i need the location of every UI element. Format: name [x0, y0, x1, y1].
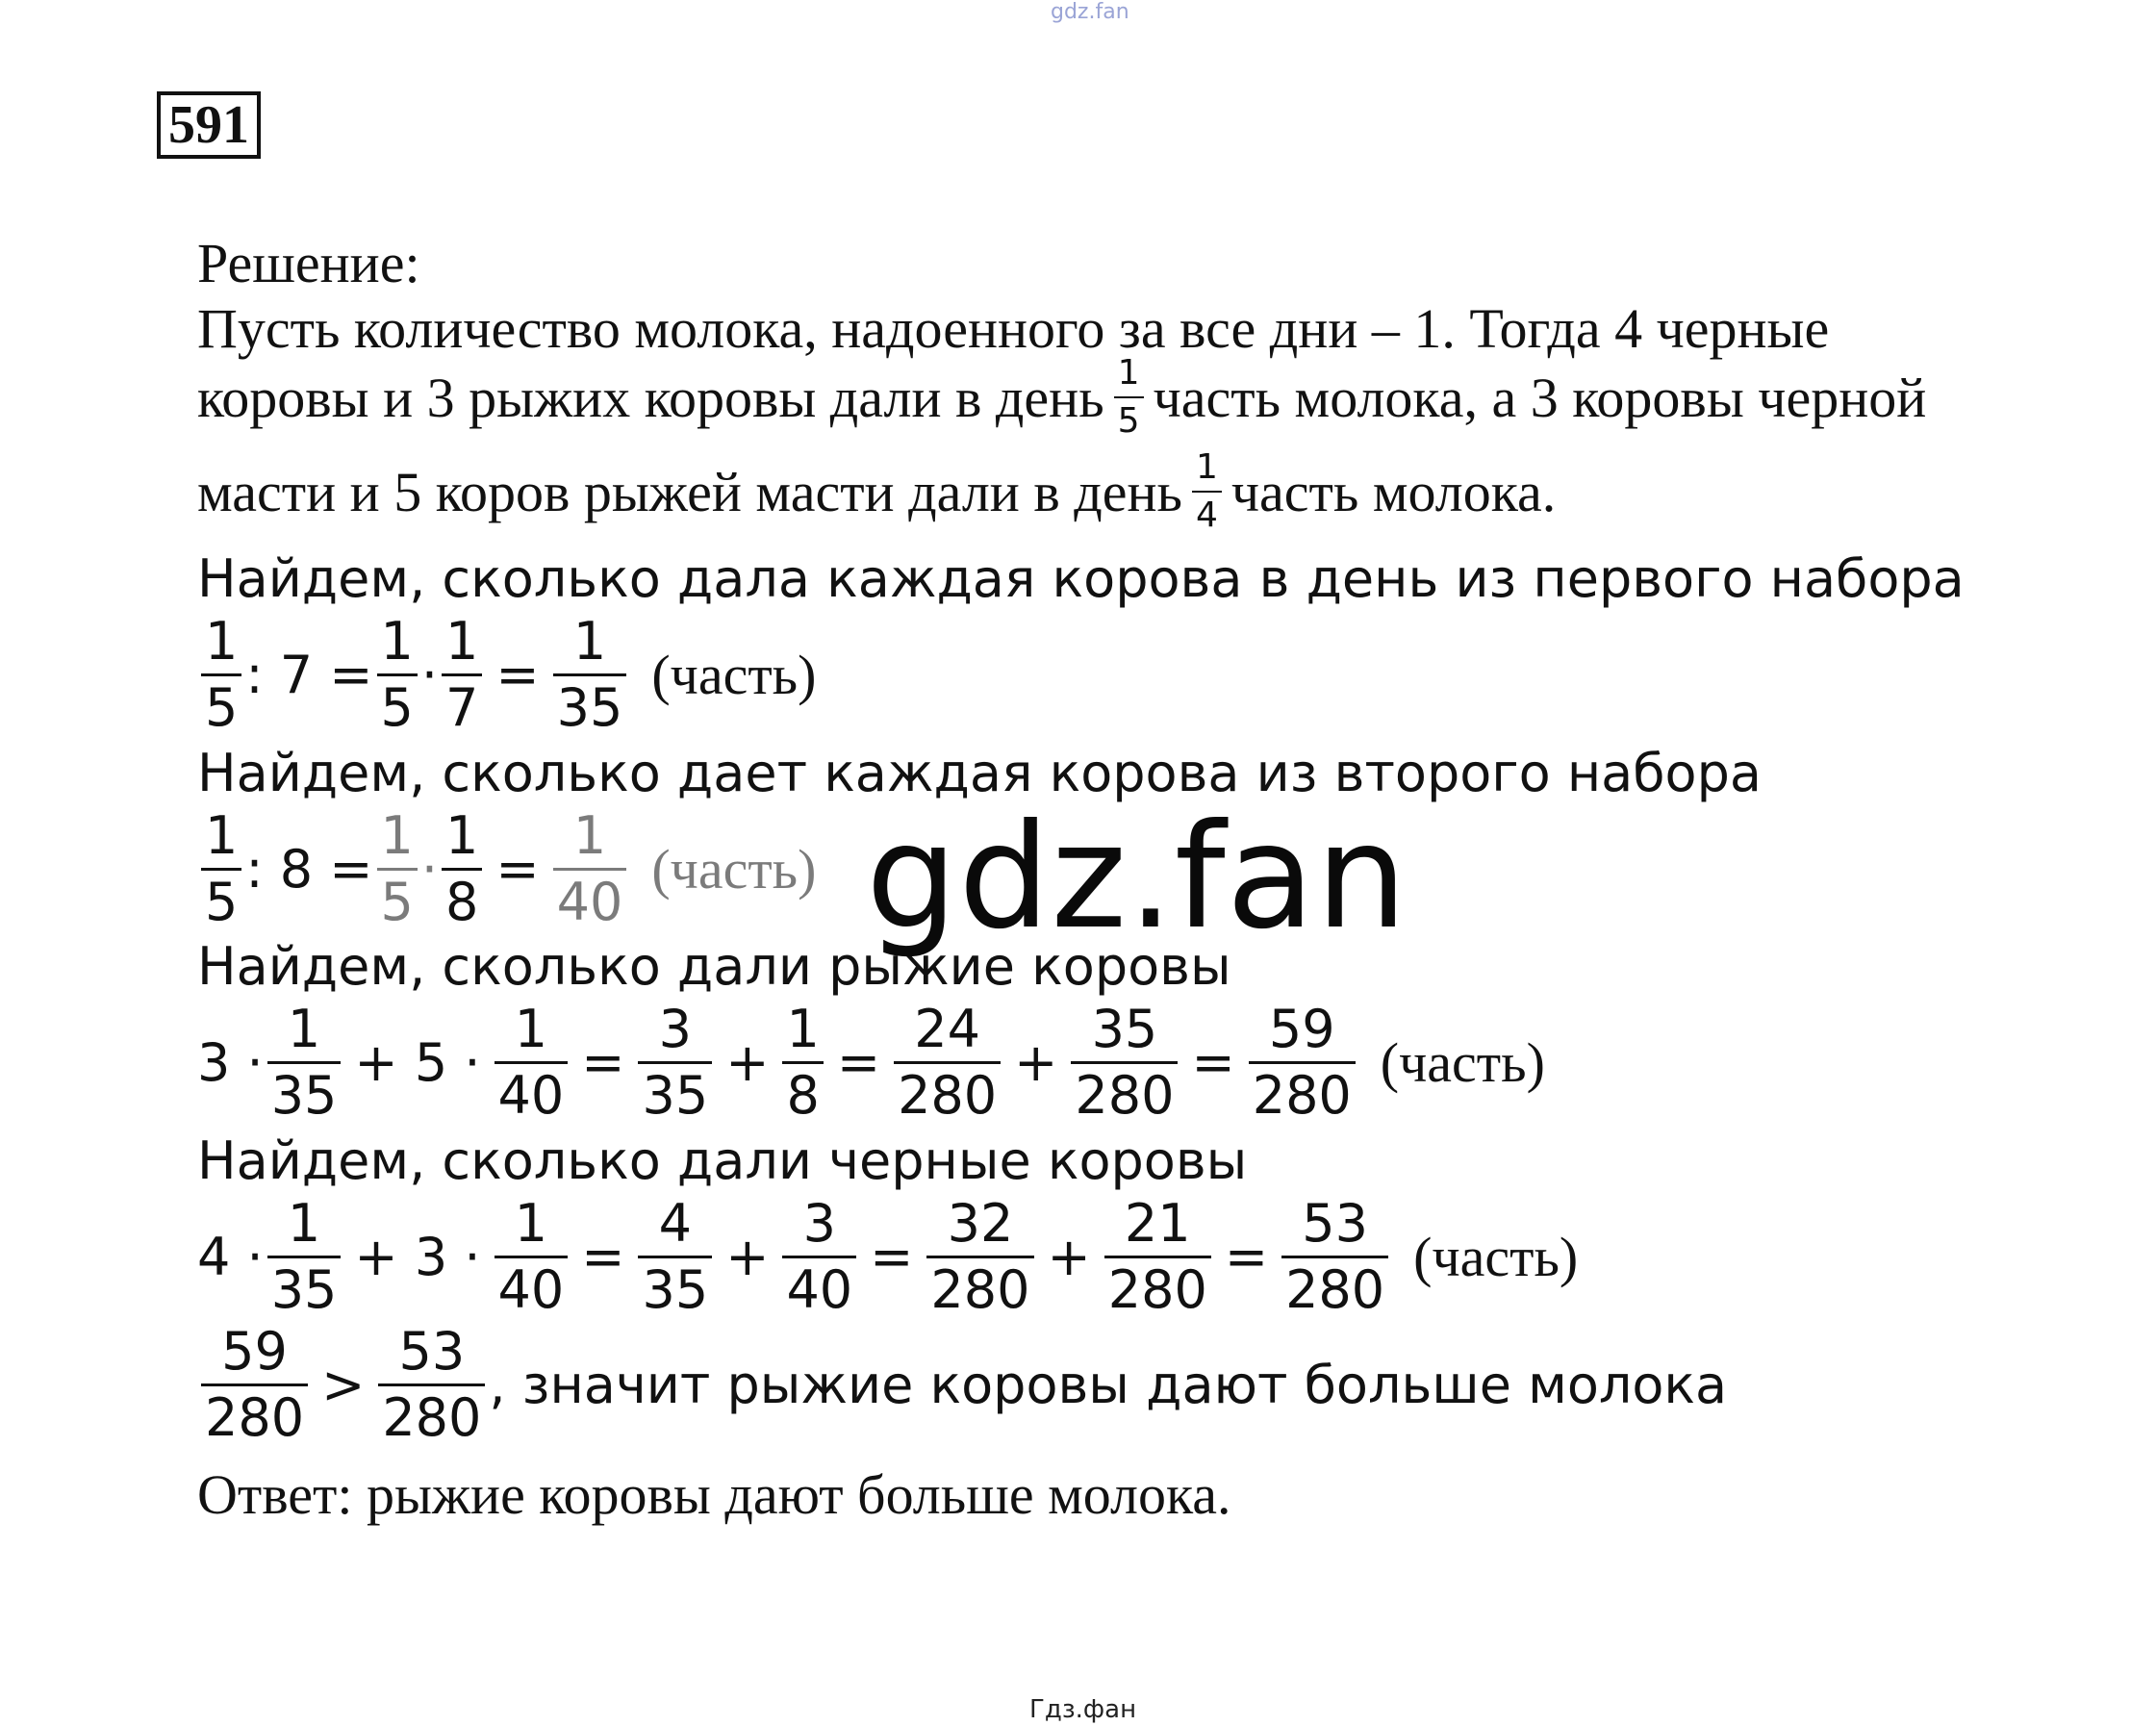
fraction	[1104, 1193, 1211, 1320]
fraction-numerator: 35	[1091, 999, 1158, 1059]
operator: >	[321, 1355, 366, 1415]
comparison-row	[197, 1321, 1728, 1448]
fraction-denominator: 280	[201, 1383, 308, 1444]
fraction-numerator: 59	[1268, 999, 1335, 1059]
operator: =	[1224, 1227, 1269, 1287]
operator: =	[836, 1032, 881, 1093]
fraction	[638, 999, 712, 1126]
fraction	[553, 611, 627, 738]
unit-label: (часть)	[651, 838, 817, 901]
operator: =	[495, 645, 540, 705]
fraction-numerator: 53	[1302, 1193, 1368, 1254]
operator: ·	[420, 839, 439, 900]
step1-equation	[197, 611, 817, 738]
fraction-numerator: 1	[205, 805, 239, 866]
fraction-numerator: 3	[802, 1193, 836, 1254]
operator: : 7 =	[245, 645, 373, 705]
operator: =	[1191, 1032, 1235, 1093]
fraction-denominator: 35	[267, 1256, 342, 1316]
fraction-numerator: 1	[1195, 447, 1218, 487]
fraction	[442, 611, 482, 738]
fraction-denominator: 35	[638, 1256, 712, 1316]
operator: +	[725, 1032, 770, 1093]
fraction	[1249, 999, 1356, 1126]
fraction-numerator: 3	[658, 999, 693, 1059]
intro-line-2	[197, 353, 1927, 441]
step2-heading: Найдем, сколько дает каждая корова из второго набора	[197, 743, 1762, 803]
fraction-numerator: 1	[572, 611, 607, 672]
fraction	[1192, 447, 1222, 535]
step1-heading: Найдем, сколько дала каждая корова в день из первого набора	[197, 548, 1965, 609]
fraction-numerator: 1	[1117, 353, 1140, 393]
fraction-denominator: 280	[1104, 1256, 1211, 1316]
fraction-denominator: 4	[1192, 491, 1222, 533]
fraction-denominator: 5	[377, 673, 418, 734]
operator: =	[581, 1227, 625, 1287]
fraction-denominator: 8	[442, 868, 482, 928]
operator: 3 ·	[197, 1032, 264, 1093]
comparison-text: , значит рыжие коровы дают больше молока	[489, 1355, 1728, 1415]
fraction-numerator: 1	[514, 1193, 548, 1254]
fraction	[894, 999, 1001, 1126]
operator: ·	[420, 645, 439, 705]
fraction	[1281, 1193, 1388, 1320]
intro-line-2-text-a: коровы и 3 рыжих коровы дали в день	[197, 366, 1104, 429]
intro-line-3	[197, 447, 1557, 535]
fraction-denominator: 280	[1071, 1061, 1178, 1122]
fraction	[782, 999, 823, 1126]
fraction	[782, 1193, 856, 1320]
fraction-numerator: 21	[1124, 1193, 1191, 1254]
fraction-numerator: 1	[287, 1193, 321, 1254]
step3-equation	[197, 999, 1545, 1126]
fraction-numerator: 1	[380, 611, 414, 672]
operator: : 8 =	[245, 839, 373, 900]
fraction-numerator: 53	[398, 1321, 466, 1382]
fraction-numerator: 1	[572, 805, 607, 866]
fraction-numerator: 59	[221, 1321, 288, 1382]
fraction-numerator: 1	[445, 611, 479, 672]
fraction-numerator: 1	[380, 805, 414, 866]
fraction-denominator: 8	[782, 1061, 823, 1122]
step4-equation	[197, 1193, 1579, 1320]
intro-line-1: Пусть количество молока, надоенного за все дни – 1. Тогда 4 черные	[197, 297, 1830, 360]
solution-label: Решение:	[197, 232, 420, 294]
fraction-denominator: 280	[378, 1383, 485, 1444]
fraction-numerator: 1	[786, 999, 820, 1059]
fraction-denominator: 280	[1281, 1256, 1388, 1316]
operator: 4 ·	[197, 1227, 264, 1287]
fraction-denominator: 40	[553, 868, 627, 928]
fraction	[377, 805, 418, 932]
fraction	[267, 1193, 342, 1320]
fraction-denominator: 7	[442, 673, 482, 734]
fraction-numerator: 1	[205, 611, 239, 672]
fraction-denominator: 280	[926, 1256, 1033, 1316]
fraction	[638, 1193, 712, 1320]
fraction-denominator: 280	[894, 1061, 1001, 1122]
operator: +	[1047, 1227, 1091, 1287]
fraction	[201, 611, 241, 738]
fraction-denominator: 35	[638, 1061, 712, 1122]
fraction-numerator: 1	[287, 999, 321, 1059]
fraction-denominator: 5	[201, 673, 241, 734]
fraction	[553, 805, 627, 932]
fraction	[926, 1193, 1033, 1320]
operator: + 3 ·	[354, 1227, 481, 1287]
fraction	[1114, 353, 1144, 441]
fraction	[495, 1193, 569, 1320]
unit-label: (часть)	[1380, 1031, 1545, 1094]
problem-number: 591	[157, 91, 261, 159]
fraction	[1071, 999, 1178, 1126]
fraction-numerator: 1	[445, 805, 479, 866]
fraction-denominator: 5	[1114, 396, 1144, 439]
fraction-denominator: 280	[1249, 1061, 1356, 1122]
operator: +	[1014, 1032, 1058, 1093]
operator: =	[581, 1032, 625, 1093]
fraction-denominator: 40	[495, 1256, 569, 1316]
fraction-denominator: 5	[377, 868, 418, 928]
bottom-watermark: Гдз.фан	[1029, 1695, 1137, 1724]
fraction-denominator: 40	[782, 1256, 856, 1316]
fraction	[495, 999, 569, 1126]
step3-heading: Найдем, сколько дали рыжие коровы	[197, 936, 1231, 997]
fraction-denominator: 35	[553, 673, 627, 734]
fraction	[201, 1321, 308, 1448]
fraction-denominator: 5	[201, 868, 241, 928]
operator: +	[725, 1227, 770, 1287]
intro-line-3-text-a: масти и 5 коров рыжей масти дали в день	[197, 460, 1182, 523]
fraction-denominator: 40	[495, 1061, 569, 1122]
fraction-numerator: 24	[914, 999, 980, 1059]
fraction	[378, 1321, 485, 1448]
intro-line-2-text-b: часть молока, а 3 коровы черной	[1153, 366, 1927, 429]
step2-equation	[197, 805, 817, 932]
fraction-numerator: 32	[947, 1193, 1014, 1254]
fraction	[442, 805, 482, 932]
unit-label: (часть)	[651, 644, 817, 706]
answer-text: Ответ: рыжие коровы дают больше молока.	[197, 1463, 1231, 1526]
fraction	[377, 611, 418, 738]
unit-label: (часть)	[1413, 1226, 1579, 1288]
operator: + 5 ·	[354, 1032, 481, 1093]
operator: =	[870, 1227, 914, 1287]
fraction	[267, 999, 342, 1126]
fraction-numerator: 4	[658, 1193, 693, 1254]
fraction-denominator: 35	[267, 1061, 342, 1122]
intro-line-3-text-b: часть молока.	[1230, 460, 1557, 523]
step4-heading: Найдем, сколько дали черные коровы	[197, 1130, 1248, 1191]
operator: =	[495, 839, 540, 900]
fraction	[201, 805, 241, 932]
top-watermark: gdz.fan	[1051, 0, 1129, 24]
center-watermark: gdz.fan	[866, 794, 1408, 961]
fraction-numerator: 1	[514, 999, 548, 1059]
